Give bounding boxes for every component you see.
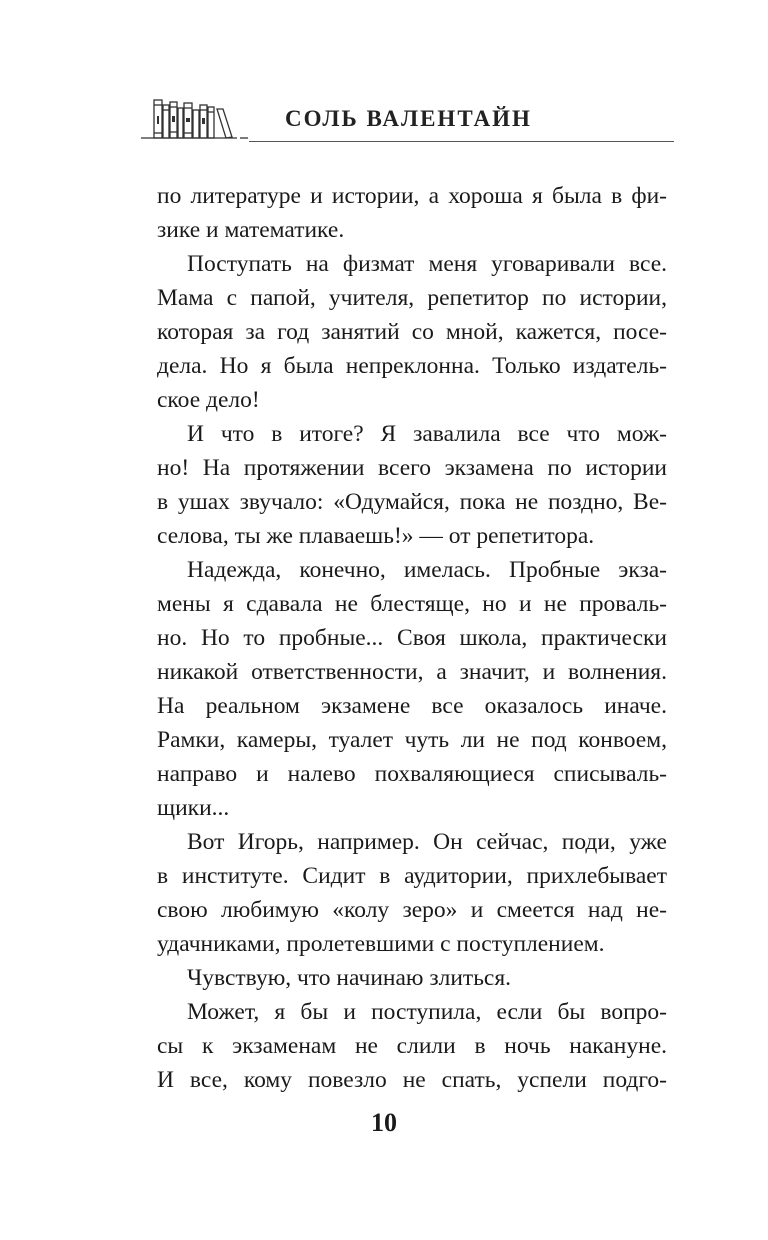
text-line: селова, ты же плаваешь!» — от репетитора. [157,523,595,549]
text-line: которая за год занятий со мной, кажется, посе- [157,319,667,345]
text-line: направо и налево похваляющиеся списываль- [157,761,667,787]
text-line: Может, я бы и поступила, если бы вопро- [187,999,667,1025]
text-line: по литературе и истории, а хороша я была в фи- [157,183,667,209]
text-line: никакой ответственности, а значит, и волнения. [157,659,667,685]
text-line: ское дело! [157,387,260,413]
text-line: дела. Но я была непреклонна. Только издатель- [157,353,667,379]
text-line: Мама с папой, учителя, репетитор по истории, [157,285,667,311]
text-line: Рамки, камеры, туалет чуть ли не под конвоем, [157,727,667,753]
text-line: щики... [157,795,230,821]
text-line: Чувствую, что начинаю злиться. [187,965,512,991]
text-line: но! На протяжении всего экзамена по истории [157,455,667,481]
text-line: зике и математике. [157,217,345,243]
text-line: в институте. Сидит в аудитории, прихлебывает [157,863,667,889]
header-divider [249,141,674,142]
text-line: Поступать на физмат меня уговаривали все. [187,251,667,277]
text-line: На реальном экзамене все оказалось иначе. [157,693,667,719]
author-name: СОЛЬ ВАЛЕНТАЙН [285,106,532,131]
text-line: удачниками, пролетевшими с поступлением. [157,931,605,957]
text-line: И все, кому повезло не спать, успели подго- [157,1067,667,1093]
page-number: 10 [371,1108,397,1137]
text-line: Надежда, конечно, имелась. Пробные экза- [187,557,667,583]
bookshelf-icon [137,96,249,140]
text-line: сы к экзаменам не слили в ночь накануне. [157,1033,667,1059]
text-line: свою любимую «колу зеро» и смеется над не- [157,897,667,923]
text-line: в ушах звучало: «Одумайся, пока не поздно, Ве- [157,489,667,515]
running-header [137,92,674,142]
text-line: Вот Игорь, например. Он сейчас, поди, уже [187,829,667,855]
page-body-text [157,179,667,1097]
text-line: И что в итоге? Я завалила все что мож- [187,421,667,447]
text-line: но. Но то пробные... Своя школа, практически [157,625,667,651]
text-line: мены я сдавала не блестяще, но и не проваль- [157,591,667,617]
